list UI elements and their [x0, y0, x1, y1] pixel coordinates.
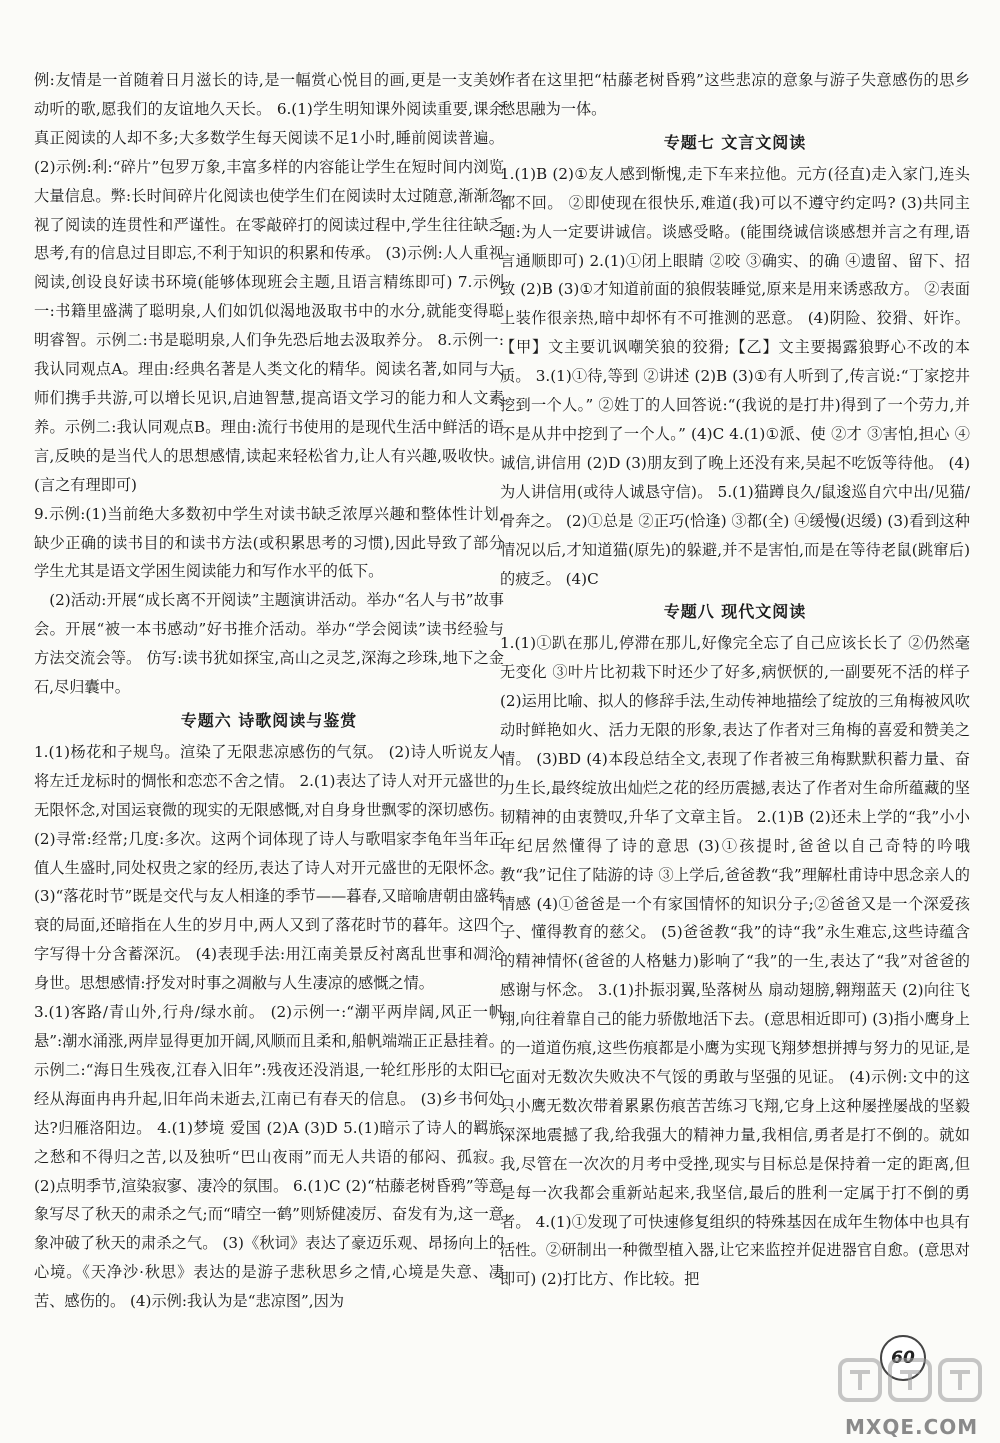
answer-paragraph-poetry-1-2: 1.(1)杨花和子规鸟。渲染了无限悲凉感伤的气氛。 (2)诗人听说友人将左迁龙标时的惆怅和恋恋不舍之情。 2.(1)表达了诗人对开元盛世的无限怀念,对国运衰微的现实的无限感慨,对自身身世飘零的深切感伤。 (2)寻常:经常;几度:多次。这两个词体现了诗人与歌唱家李龟年当年正值人生盛时,同处权贵之家的经历,表达了诗人对开元盛世的无限怀念。 (3)“落花时节”既是交代与友人相逢的季节——暮春,又暗喻唐朝由盛转衰的局面,还暗指在人生的岁月中,两人又到了落花时节的暮年。这四个字写得十分含蓄深沉。 (4)表现手法:用江南美景反衬离乱世事和凋沦身世。思想感情:抒发对时事之凋敝与人生凄凉的感慨之情。: [34, 742, 504, 993]
answer-paragraph-q9: 9.示例:(1)当前绝大多数初中学生对读书缺乏浓厚兴趣和整体性计划,缺少正确的读书目的和读书方法(或积累思考的习惯),因此导致了部分学生尤其是语文学困生阅读能力和写作水平的低下。: [34, 504, 504, 581]
left-column: [34, 66, 504, 1316]
page-number-badge: 60: [880, 1335, 926, 1381]
section-heading-topic6: 专题六 诗歌阅读与鉴赏: [180, 710, 358, 730]
answer-paragraph-poetry-3-6: 3.(1)客路/青山外,行舟/绿水前。 (2)示例一:“潮平两岸阔,风正一帆悬”:潮水涌涨,两岸显得更加开阔,风顺而且柔和,船帆端端正正悬挂着。示例二:“海日生残夜,江春入旧年”:残夜还没消退,一轮红彤彤的太阳已经从海面冉冉升起,旧年尚未逝去,江南已有春天的信息。 (3)乡书何处达?归雁洛阳边。 4.(1)梦境 爱国 (2)A (3)D 5.(1)暗示了诗人的羁旅之愁和不得归之苦,以及独听“巴山夜雨”而无人共语的郁闷、孤寂。 (2)点明季节,渲染寂寥、凄冷的氛围。 6.(1)C (2)“枯藤老树昏鸦”等意象写尽了秋天的肃杀之气;而“晴空一鹤”则矫健凌厉、奋发有为,这一意象冲破了秋天的肃杀之气。 (3)《秋词》表达了豪迈乐观、昂扬向上的心境。《天净沙·秋思》表达的是游子悲秋思乡之情,心境是失意、凄苦、感伤的。 (4)示例:我认为是“悲凉图”,因为: [34, 1003, 504, 1311]
section-heading-topic8: 专题八 现代文阅读: [663, 602, 807, 622]
right-column: [500, 66, 970, 1294]
watermark-text: MXQE.COM: [845, 1415, 979, 1439]
answer-paragraph-poetry-continued: 作者在这里把“枯藤老树昏鸦”这些悲凉的意象与游子失意感伤的思乡愁思融为一体。: [500, 71, 970, 118]
answer-paragraph-reading-activity: 例:友情是一首随着日月滋长的诗,是一幅赏心悦目的画,更是一支美妙动听的歌,愿我们的友谊地久天长。 6.(1)学生明知课外阅读重要,课余真正阅读的人却不多;大多数学生每天阅读不足1小时,睡前阅读普遍。 (2)示例:利:“碎片”包罗万象,丰富多样的内容能让学生在短时间内浏览大量信息。弊:长时间碎片化阅读也使学生们在阅读时太过随意,渐渐忽视了阅读的连贯性和严谨性。在零敲碎打的阅读过程中,学生往往缺乏思考,有的信息过目即忘,不利于知识的积累和传承。 (3)示例:人人重视阅读,创设良好读书环境(能够体现班会主题,且语言精练即可) 7.示例一:书籍里盛满了聪明泉,人们如饥似渴地汲取书中的水分,就能变得聪明睿智。示例二:书是聪明泉,人们争先恐后地去汲取养分。 8.示例一:我认同观点A。理由:经典名著是人类文化的精华。阅读名著,如同与大师们携手共游,可以增长见识,启迪智慧,提高语文学习的能力和人文素养。示例二:我认同观点B。理由:流行书使用的是现代生活中鲜活的语言,反映的是当代人的思想感情,读起来轻松省力,让人有兴趣,吸收快。(言之有理即可): [34, 71, 504, 494]
answer-paragraph-q9-activity: (2)活动:开展“成长离不开阅读”主题演讲活动。举办“名人与书”故事会。开展“被一本书感动”好书推介活动。举办“学会阅读”读书经验与方法交流会等。 仿写:读书犹如探宝,高山之灵芝,深海之珍珠,地下之金石,尽归囊中。: [34, 591, 504, 697]
answer-paragraph-classical-chinese: 1.(1)B (2)①友人感到惭愧,走下车来拉他。元方(径直)走入家门,连头都不回。 ②即使现在很快乐,难道(我)可以不遵守约定吗? (3)共同主题:为人一定要讲诚信。谈感受略。(能围绕诚信谈感想并言之有理,语言通顺即可) 2.(1)①闭上眼睛 ②咬 ③确实、的确 ④遗留、留下、招致 (2)B (3)①才知道前面的狼假装睡觉,原来是用来诱惑敌方。 ②表面上装作很亲热,暗中却怀有不可推测的恶意。 (4)阴险、狡猾、奸诈。【甲】文主要讥讽嘲笑狼的狡猾;【乙】文主要揭露狼野心不改的本质。 3.(1)①待,等到 ②讲述 (2)B (3)①有人听到了,传言说:“丁家挖井挖到一个人。” ②姓丁的人回答说:“(我说的是打井)得到了一个劳力,并不是从井中挖到了一个人。” (4)C 4.(1)①派、使 ②才 ③害怕,担心 ④诚信,讲信用 (2)D (3)朋友到了晚上还没有来,吴起不吃饭等待他。 (4)为人讲信用(或待人诚恳守信)。 5.(1)猫蹲良久/鼠逡巡自穴中出/见猫/骨奔之。 (2)①总是 ②正巧(恰逢) ③都(全) ④缓慢(迟缓) (3)看到这种情况以后,才知道猫(原先)的躲避,并不是害怕,而是在等待老鼠(跳窜后)的疲乏。 (4)C: [500, 164, 970, 588]
section-heading-topic7: 专题七 文言文阅读: [663, 132, 807, 152]
answer-paragraph-modern-reading: 1.(1)①趴在那儿,停滞在那儿,好像完全忘了自己应该长长了 ②仍然毫无变化 ③叶片比初栽下时还少了好多,病恹恹的,一副要死不活的样子 (2)运用比喻、拟人的修辞手法,生动传神地描绘了绽放的三角梅被风吹动时鲜艳如火、活力无限的形象,表达了作者对三角梅的喜爱和赞美之情。 (3)BD (4)本段总结全文,表现了作者被三角梅默默积蓄力量、奋力生长,最终绽放出灿烂之花的经历震撼,表达了作者对生命所蕴藏的坚韧精神的由衷赞叹,升华了文章主旨。 2.(1)B (2)还未上学的“我”小小年纪居然懂得了诗的意思 (3)①孩提时,爸爸以自己奇特的吟哦教“我”记住了陆游的诗 ③上学后,爸爸教“我”理解杜甫诗中思念亲人的情感 (4)①爸爸是一个有家国情怀的知识分子;②爸爸又是一个深爱孩子、懂得教育的慈父。 (5)爸爸教“我”的诗“我”永生难忘,这些诗蕴含的精神情怀(爸爸的人格魅力)影响了“我”的一生,表达了“我”对爸爸的感谢与怀念。 3.(1)扑振羽翼,坠落树丛 扇动翅膀,翱翔蓝天 (2)向往飞翔,向往着靠自己的能力骄傲地活下去。(意思相近即可) (3)指小鹰身上的一道道伤痕,这些伤痕都是小鹰为实现飞翔梦想拼搏与努力的见证,是它面对无数次失败决不气馁的勇敢与坚强的见证。 (4)示例:文中的这只小鹰无数次带着累累伤痕苦苦练习飞翔,它身上这种屡挫屡战的坚毅深深地震撼了我,给我强大的精神力量,我相信,勇者是打不倒的。就如我,尽管在一次次的月考中受挫,现实与目标总是保持着一定的距离,但是每一次我都会重新站起来,我坚信,最后的胜利一定属于打不倒的勇者。 4.(1)①发现了可快速修复组织的特殊基因在成年生物体中也具有活性。②研制出一种微型植入器,让它来监控并促进器官自愈。(意思对即可) (2)打比方、作比较。把: [500, 634, 970, 1289]
